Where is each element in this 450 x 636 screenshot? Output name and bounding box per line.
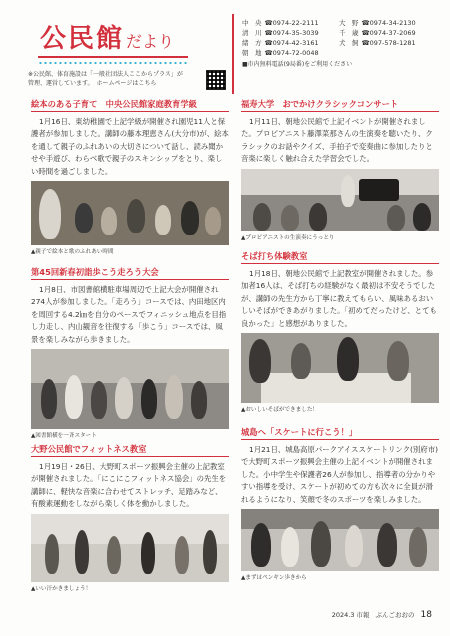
article-heading: 城島へ「スケートに行こう！」	[241, 425, 439, 440]
article-skating	[241, 425, 439, 581]
contact-tel: ☎0974-22-2111	[264, 19, 319, 27]
contact-item	[339, 38, 436, 48]
article-body: 1月11日、朝地公民館で上記イベントが開催されました。プロピアニスト藤澤菜那さんの生演奏を聴いたり、クラシックのお話やクイズ、手拍子で変奏曲に参加したりと音楽に楽しく触れ合えた学習会でした。	[241, 117, 433, 164]
contact-item	[242, 38, 339, 48]
contact-item	[339, 28, 436, 38]
footer-publication: ぶんごおおの	[375, 611, 415, 619]
contact-item	[339, 18, 436, 28]
article-body: 1月21日、城島高原パークアイススケートリンク(別府市)で大野町スポーツ振興会主催の上記イベントが開催されました。小中学生や保護者26人が参加し、指導者の分かりやすい指導を受け、スケートが初めての方も次々に全員が滑れるようになり、笑顔で冬のスポーツを楽しみました。	[241, 445, 438, 504]
contact-name: 朝 地	[242, 49, 262, 57]
photo-caption: ▲プロピアニストの生演奏にうっとり	[241, 234, 335, 241]
contact-name: 緒 方	[242, 39, 262, 47]
contact-row	[242, 28, 436, 38]
article-heading: そば打ち体験教室	[241, 249, 439, 264]
contact-note: ■市内無料電話(9局番)をご利用ください	[242, 61, 353, 68]
article-new-year-walk	[31, 265, 229, 439]
article-photo	[31, 514, 229, 582]
contact-list	[232, 14, 436, 94]
contact-tel: ☎097-578-1281	[361, 39, 416, 47]
contact-item	[242, 48, 340, 58]
contact-tel: ☎0974-34-2130	[361, 19, 416, 27]
article-heading: 福寿大学 おでかけクラシックコンサート	[241, 97, 439, 112]
contact-name: 千 歳	[339, 29, 359, 37]
article-photo	[31, 349, 229, 429]
management-note-line1: ※公民館、体育施設は「一般社団法人ここからプラス」が	[28, 71, 183, 78]
newsletter-title	[40, 18, 174, 55]
title-dotted-rule	[38, 61, 188, 65]
article-body: 1月16日、東幼稚園で上記学級が開催され園児11人と保護者が参加しました。講師の藤本理恵さん(大分市)が、絵本を通して親子のふれあいの大切さについて話し、読み聞かせや手遊び、わらべ歌で親子のスキンシップをとり、楽しい時間を過ごしました。	[31, 117, 229, 176]
article-photo	[241, 169, 439, 231]
title-sub: だより	[126, 32, 175, 51]
contact-row	[242, 38, 436, 48]
contact-row	[242, 48, 436, 58]
management-note	[28, 70, 206, 88]
contact-tel: ☎0974-37-2069	[361, 29, 416, 37]
contact-item	[242, 28, 339, 38]
contact-name: 清 川	[242, 29, 262, 37]
article-picture-book	[31, 97, 229, 255]
photo-caption: ▲いい汗かきましょう！	[31, 585, 92, 592]
contact-tel: ☎0974-42-3161	[264, 39, 319, 47]
photo-caption: ▲親子で絵本と歌のふれあい時間	[31, 249, 114, 256]
page-footer	[332, 610, 432, 620]
contact-row	[242, 18, 436, 28]
photo-caption: ▲図書館横を一斉スタート	[31, 433, 97, 440]
article-soba-making	[241, 249, 439, 413]
article-photo	[241, 333, 439, 403]
article-heading: 第45回新春初詣歩こう走ろう大会	[31, 265, 229, 280]
title-main: 公民館	[40, 24, 125, 54]
contact-tel: ☎0974-72-0048	[264, 49, 319, 57]
qr-code-icon[interactable]	[206, 70, 226, 90]
article-classic-concert	[241, 97, 439, 241]
management-note-line2: 管理、運営しています。 ホームページはこちら	[28, 80, 157, 87]
contact-tel: ☎0974-35-3039	[264, 29, 319, 37]
article-photo	[241, 509, 439, 571]
footer-issue: 2024.3 市報	[331, 611, 370, 619]
photo-caption: ▲おいしいそばができました！	[241, 407, 319, 414]
article-body: 1月8日、市図書館横駐車場周辺で上記大会が開催され274人が参加しました。「走ろう」コースでは、内田地区内を周回する4.2㎞を自分のペースでフィニッシュ地点を目指し力走し、内山観音を往復する「歩こう」コースでは、風景を楽しみながら歩きました。	[31, 285, 227, 344]
article-photo	[31, 181, 229, 245]
title-underline	[38, 56, 188, 58]
article-heading: 大野公民館でフィットネス教室	[31, 442, 229, 457]
article-heading: 絵本のある子育て 中央公民館家庭教育学級	[31, 97, 229, 112]
masthead	[22, 14, 436, 96]
photo-caption: ▲まずはペンギン歩きから	[241, 575, 307, 582]
contact-name: 大 野	[339, 19, 359, 27]
contact-name: 犬 飼	[339, 39, 359, 47]
article-body: 1月18日、朝地公民館で上記教室が開催されました。参加者16人は、そば打ちの経験がなく最初は不安そうでしたが、講師の先生方から丁寧に教えてもらい、風味あるおいしいそばができあがりました。「初めてだったけど、とても良かった」と感想がありました。	[241, 269, 437, 328]
contact-item	[242, 18, 339, 28]
article-fitness-class	[31, 442, 229, 592]
page-number: 18	[420, 610, 432, 620]
contact-name: 中 央	[242, 19, 262, 27]
article-body: 1月19日・26日、大野町スポーツ振興会主催の上記教室が開催されました。「にこにこフィットネス協会」の先生を講師に、軽快な音楽に合わせてストレッチ、足踏みなど、有酸素運動をしながら楽しく体を動かしました。	[31, 462, 227, 509]
